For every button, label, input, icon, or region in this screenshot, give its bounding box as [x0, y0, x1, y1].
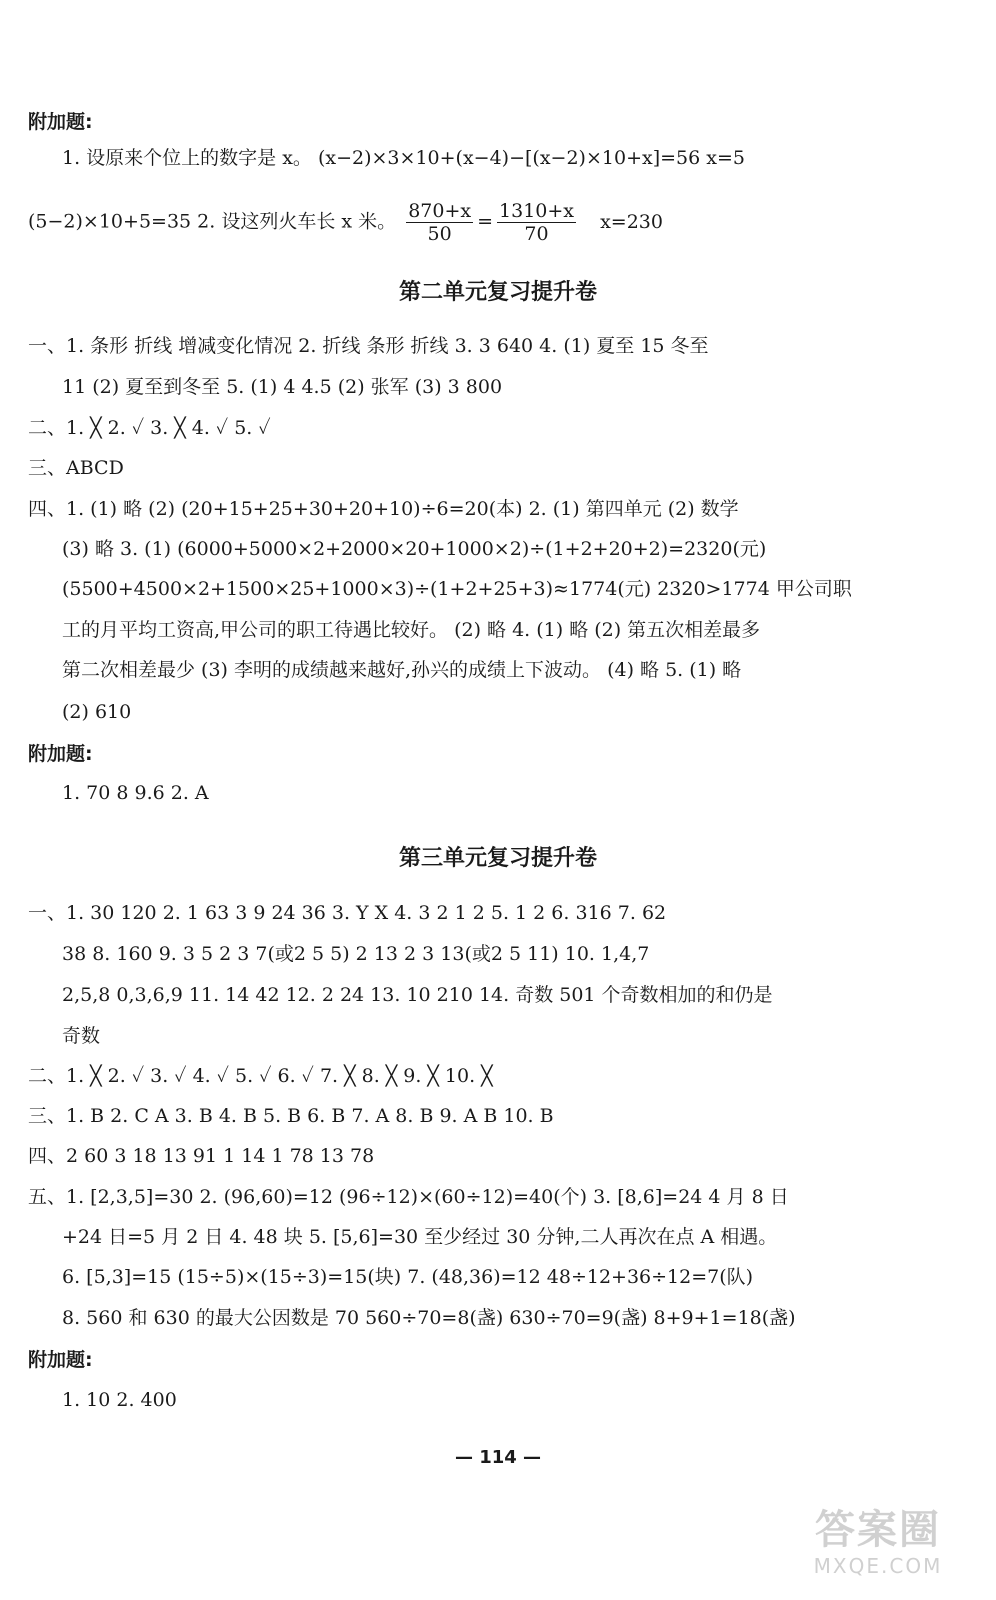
- answer-line: 6. [5,3]=15 (15÷5)×(15÷3)=15(块) 7. (48,36)=12 48÷12+36÷12=7(队): [62, 1266, 754, 1288]
- answer-line: 38 8. 160 9. 3 5 2 3 7(或2 5 5) 2 13 2 3 13(或2 5 11) 10. 1,4,7: [62, 943, 650, 965]
- section-title-unit2: 第二单元复习提升卷: [398, 280, 597, 305]
- answer-line: (2) 610: [62, 701, 132, 723]
- answer-line-with-fraction: [28, 200, 663, 245]
- fraction-2: [497, 200, 576, 245]
- answer-line: 8. 560 和 630 的最大公因数是 70 560÷70=8(盏) 630÷70=9(盏) 8+9+1=18(盏): [62, 1307, 796, 1329]
- answer-line: 一、1. 条形 折线 增减变化情况 2. 折线 条形 折线 3. 3 640 4. (1) 夏至 15 冬至: [28, 335, 709, 357]
- answer-text: (5−2)×10+5=35 2. 设这列火车长 x 米。: [28, 210, 397, 233]
- fujia-label-3: 附加题:: [28, 1349, 93, 1371]
- fraction-numerator: 1310+x: [499, 200, 575, 222]
- answer-line: +24 日=5 月 2 日 4. 48 块 5. [5,6]=30 至少经过 30 分钟,二人再次在点 A 相遇。: [62, 1226, 778, 1248]
- answer-line: (5500+4500×2+1500×25+1000×3)÷(1+2+25+3)≈1774(元) 2320>1774 甲公司职: [62, 578, 852, 600]
- answer-line: 三、1. B 2. C A 3. B 4. B 5. B 6. B 7. A 8. B 9. A B 10. B: [28, 1105, 554, 1127]
- fraction-denominator: 70: [524, 223, 549, 245]
- answer-line: 1. 10 2. 400: [62, 1389, 177, 1411]
- section-title-unit3: 第三单元复习提升卷: [398, 846, 597, 871]
- page-number: — 114 —: [454, 1447, 542, 1468]
- answer-line: 工的月平均工资高,甲公司的职工待遇比较好。 (2) 略 4. (1) 略 (2) 第五次相差最多: [62, 619, 761, 641]
- answer-line: 四、2 60 3 18 13 91 1 14 1 78 13 78: [28, 1145, 375, 1167]
- fraction-numerator: 870+x: [408, 200, 472, 222]
- equals-sign: =: [477, 210, 494, 233]
- answer-line: 11 (2) 夏至到冬至 5. (1) 4 4.5 (2) 张军 (3) 3 800: [62, 376, 503, 398]
- answer-line: 第二次相差最少 (3) 李明的成绩越来越好,孙兴的成绩上下波动。 (4) 略 5. (1) 略: [62, 659, 742, 681]
- answer-line: 一、1. 30 120 2. 1 63 3 9 24 36 3. Y X 4. 3 2 1 2 5. 1 2 6. 316 7. 62: [28, 902, 667, 924]
- answer-line: 1. 设原来个位上的数字是 x。 (x−2)×3×10+(x−4)−[(x−2)×10+x]=56 x=5: [62, 147, 745, 169]
- watermark-top: 答案圈: [815, 1507, 941, 1553]
- fraction-denominator: 50: [427, 223, 452, 245]
- fujia-label-1: 附加题:: [28, 111, 93, 133]
- answer-line: (3) 略 3. (1) (6000+5000×2+2000×20+1000×2)÷(1+2+20+2)=2320(元): [62, 538, 767, 560]
- answer-line: 1. 70 8 9.6 2. A: [62, 782, 209, 804]
- answer-line: 奇数: [62, 1025, 101, 1047]
- answer-line: 二、1. ╳ 2. ✓ 3. ✓ 4. ✓ 5. ✓ 6. ✓ 7. ╳ 8. ╳ 9. ╳ 10. ╳: [28, 1065, 493, 1087]
- answer-line: 三、ABCD: [28, 457, 124, 479]
- answer-text: x=230: [600, 210, 663, 233]
- answer-line: 五、1. [2,3,5]=30 2. (96,60)=12 (96÷12)×(60÷12)=40(个) 3. [8,6]=24 4 月 8 日: [28, 1186, 789, 1208]
- watermark-logo: [778, 1506, 978, 1586]
- answer-line: 二、1. ╳ 2. ✓ 3. ╳ 4. ✓ 5. ✓: [28, 417, 271, 439]
- watermark-bottom: MXQE.COM: [813, 1554, 943, 1578]
- answer-line: 2,5,8 0,3,6,9 11. 14 42 12. 2 24 13. 10 210 14. 奇数 501 个奇数相加的和仍是: [62, 984, 773, 1006]
- fraction-1: [406, 200, 473, 245]
- fujia-label-2: 附加题:: [28, 743, 93, 765]
- answer-line: 四、1. (1) 略 (2) (20+15+25+30+20+10)÷6=20(本) 2. (1) 第四单元 (2) 数学: [28, 498, 739, 520]
